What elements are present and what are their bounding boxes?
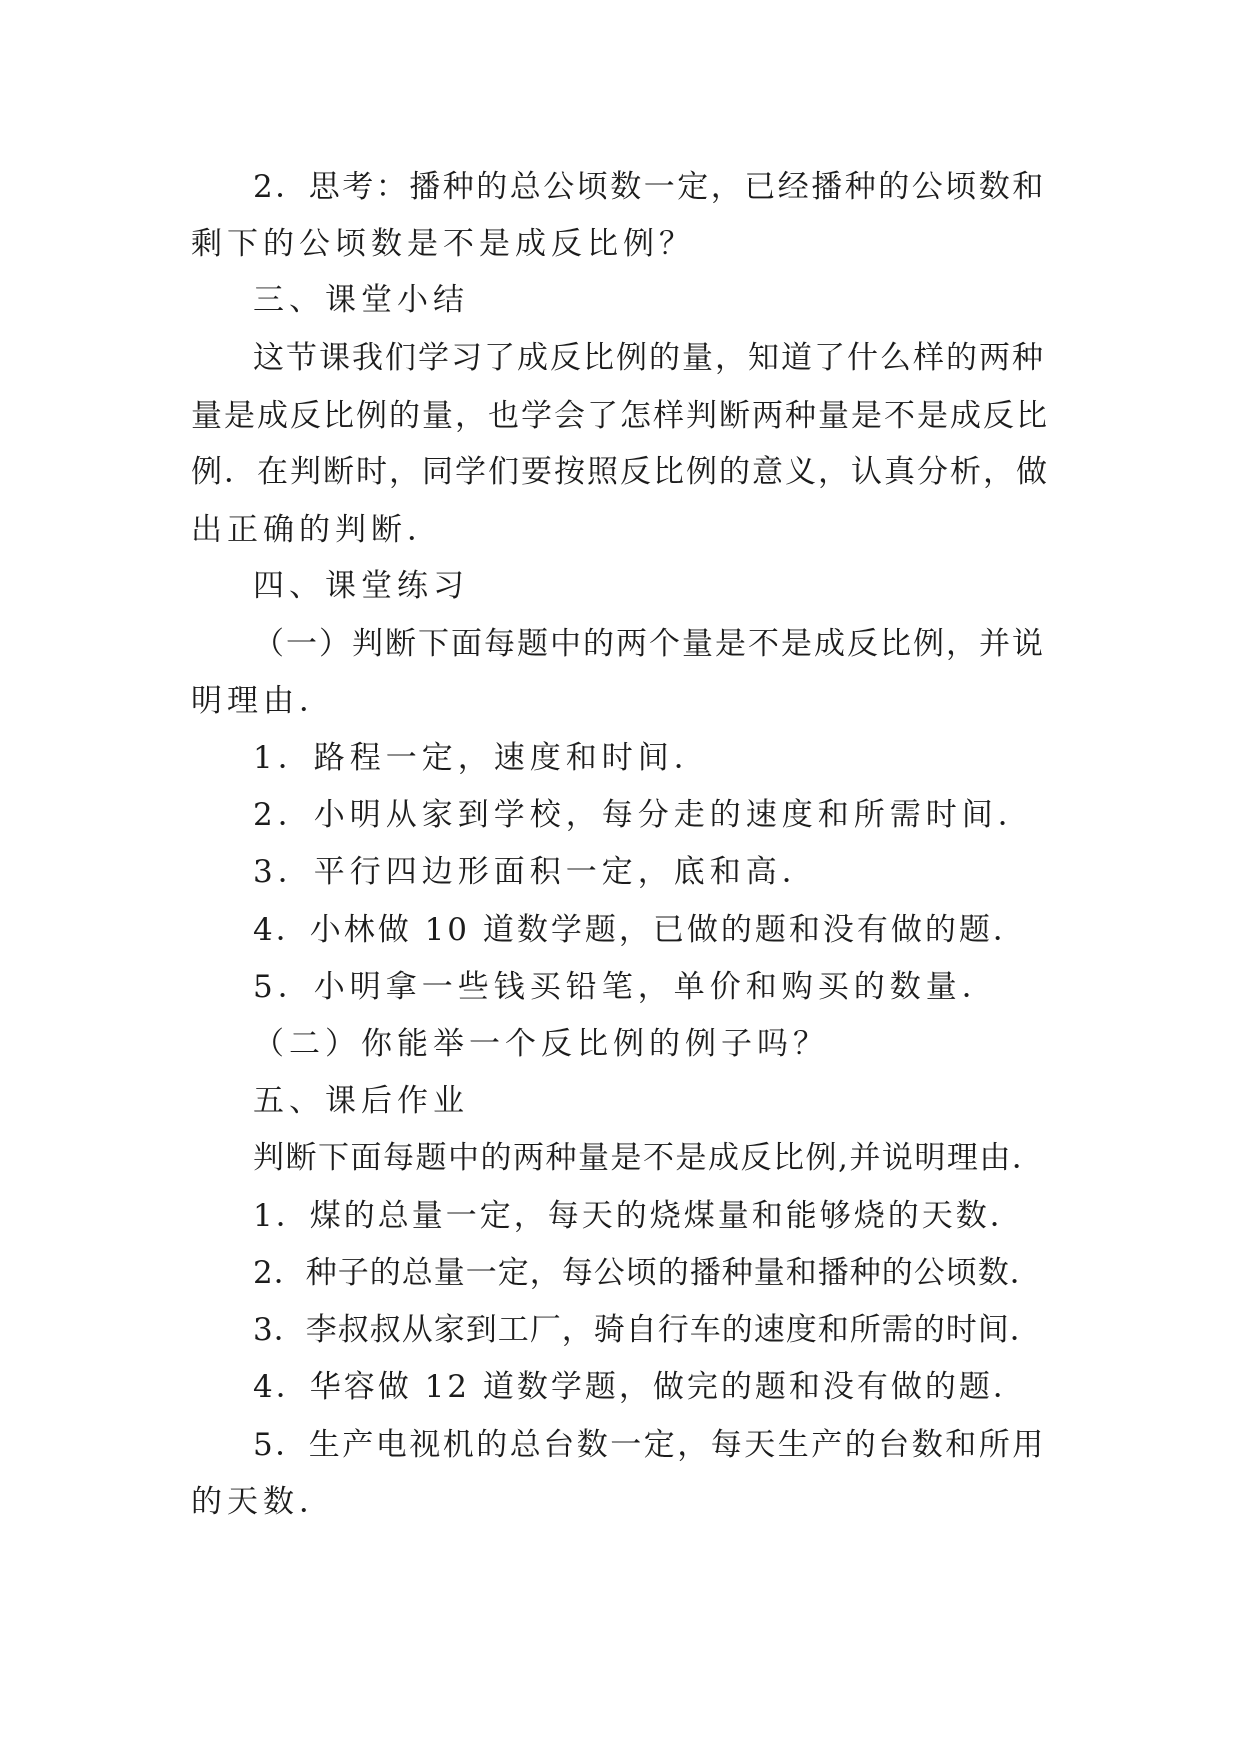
list-item: 1．煤的总量一定，每天的烧煤量和能够烧的天数． [253, 1198, 1024, 1234]
text-line: 这节课我们学习了成反比例的量，知道了什么样的两种 [253, 340, 1045, 376]
text-line: 剩下的公顷数是不是成反比例？ [191, 226, 695, 262]
text-line: 2．思考：播种的总公顷数一定，已经播种的公顷数和 [253, 169, 1046, 205]
text-line: 例．在判断时，同学们要按照反比例的意义，认真分析，做 [191, 454, 1049, 490]
list-item: 4．小林做 10 道数学题，已做的题和没有做的题． [253, 912, 1027, 948]
text-line: （二）你能举一个反比例的例子吗？ [253, 1026, 829, 1062]
list-item: 5．生产电视机的总台数一定，每天生产的台数和所用 [253, 1427, 1046, 1463]
list-item: 2．小明从家到学校，每分走的速度和所需时间． [253, 797, 1034, 833]
list-item: 1．路程一定，速度和时间． [253, 740, 710, 776]
list-item: 4．华容做 12 道数学题，做完的题和没有做的题． [253, 1369, 1027, 1405]
section-heading: 五、课后作业 [253, 1083, 469, 1119]
list-item: 5．小明拿一些钱买铅笔，单价和购买的数量． [253, 969, 998, 1005]
text-line: 明理由． [191, 683, 335, 719]
text-line: （一）判断下面每题中的两个量是不是成反比例，并说 [253, 626, 1045, 662]
text-line: 量是成反比例的量，也学会了怎样判断两种量是不是成反比 [191, 398, 1049, 434]
text-line: 出正确的判断． [191, 512, 443, 548]
section-heading: 四、课堂练习 [253, 568, 469, 604]
text-line: 的天数． [191, 1484, 335, 1520]
list-item: 3．平行四边形面积一定，底和高． [253, 854, 818, 890]
list-item: 2．种子的总量一定，每公顷的播种量和播种的公顷数． [253, 1255, 1042, 1291]
list-item: 3．李叔叔从家到工厂，骑自行车的速度和所需的时间． [253, 1312, 1042, 1348]
text-line: 判断下面每题中的两种量是不是成反比例,并说明理由． [253, 1140, 1045, 1176]
section-heading: 三、课堂小结 [253, 282, 469, 318]
